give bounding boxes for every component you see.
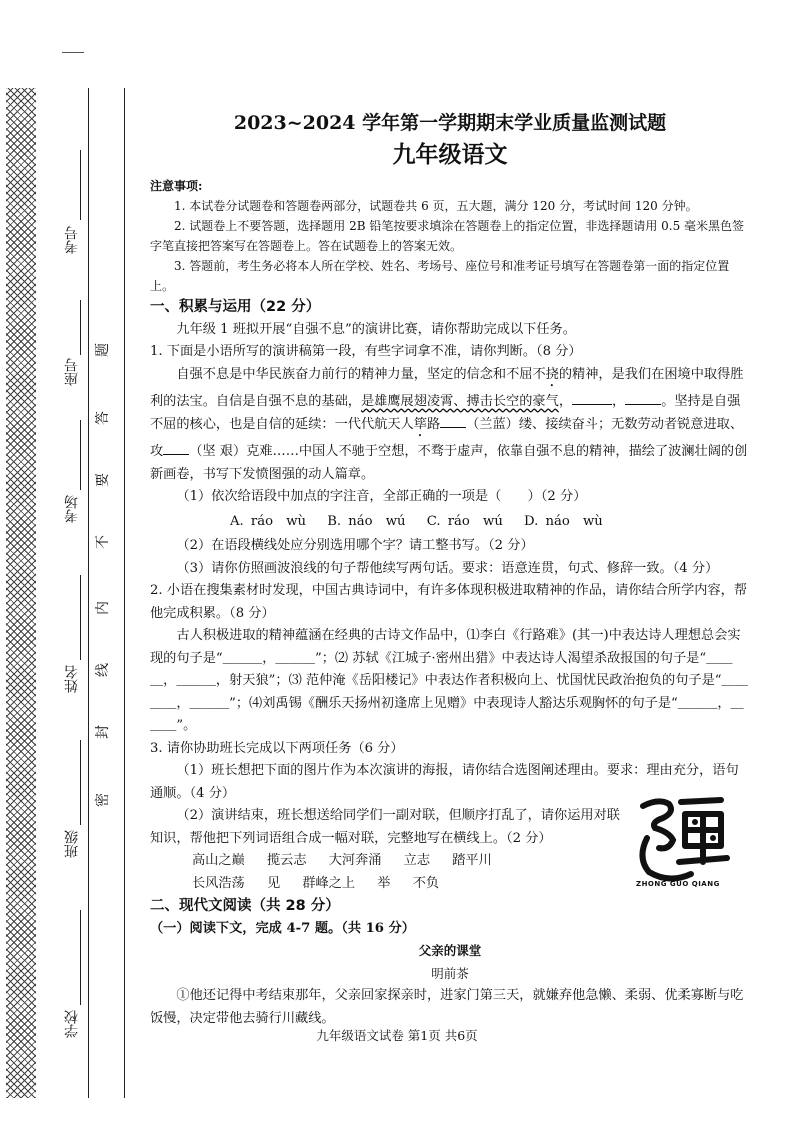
couplet-word: 长风浩荡 <box>192 875 245 891</box>
couplet-word: 举 <box>377 875 391 891</box>
blank[interactable] <box>625 390 661 405</box>
seal-char: 密 <box>95 793 111 807</box>
sidebar-name-label: 姓名 <box>64 665 80 693</box>
sub-question: （1）依次给语段中加点的字注音，全部正确的一项是（ ）（2 分） <box>176 489 587 504</box>
article-author: 明前茶 <box>431 965 469 981</box>
exam-subject: 九年级语文 <box>392 141 508 168</box>
exam-title: 2023~2024 学年第一学期期末学业质量监测试题 <box>233 112 667 134</box>
sub-question: （2）演讲结束，班长想送给同学们一副对联，但顺序打乱了，请你运用对联知识，帮他把下列词语组合成一幅对联，完整地写在横线上。（2 分） <box>150 808 620 846</box>
question-3: 3. 请你协助班长完成以下两项任务（6 分） <box>150 740 404 756</box>
couplet-word: 高山之巅 <box>192 853 245 868</box>
seal-char: 要 <box>95 473 111 487</box>
sub-question: （3）请你仿照画波浪线的句子帮他续写两句话。要求：语意连贯，句式、修辞一致。（4 分） <box>176 560 719 576</box>
couplet-word: 不负 <box>412 875 440 891</box>
seat-no-field[interactable] <box>80 300 81 355</box>
couplet-word: 大河奔涌 <box>328 853 382 868</box>
article-title: 父亲的课堂 <box>418 943 482 958</box>
seal-char: 封 <box>95 725 111 739</box>
notice-item: 1. 本试卷分试题卷和答题卷两部分，试题卷共 6 页，五大题，满分 120 分，考试时间 120 分钟。 <box>174 199 698 213</box>
couplet-word: 踏平川 <box>452 853 492 868</box>
wavy-sentence: 是雄鹰展翅凌霄、搏击长空的豪气 <box>361 393 559 409</box>
school-field[interactable] <box>80 910 81 1005</box>
hatched-margin <box>6 88 36 1098</box>
sidebar-exam-room-label: 考场 <box>64 495 80 523</box>
passage-text: 路 <box>426 417 441 432</box>
section2-heading: 二、现代文阅读（共 28 分） <box>150 898 340 914</box>
blank[interactable] <box>440 413 466 428</box>
section1-heading: 一、积累与运用（22 分） <box>150 299 321 315</box>
question-1: 1. 下面是小语所写的演讲稿第一段，有些字词拿不准，请你判断。（8 分） <box>150 344 582 359</box>
seal-char: 线 <box>95 663 111 677</box>
question-2: 2. 小语在搜集素材时发现，中国古典诗词中，有许多体现积极进取精神的作品，请你结合所学内容，帮他完成积累。（8 分） <box>150 583 748 621</box>
section1-intro: 九年级 1 班拟开展“自强不息”的演讲比赛，请你帮助完成以下任务。 <box>176 321 576 337</box>
dotted-char: 筚 <box>413 417 427 432</box>
sidebar-exam-no-label: 考号 <box>64 226 80 254</box>
notice-item: 2. 试题卷上不要答题，选择题用 2B 铅笔按要求填涂在答题卷上的指定位置，非选择题请用 0.5 毫米黑色签字笔直接把答案写在答题卷上。答在试题卷上的答案无效。 <box>150 219 745 253</box>
passage-text: 的精神，是我们在困境中取得胜利的法宝。自信是自强不息的基础， <box>150 366 744 409</box>
option-b[interactable]: B. náo wú <box>327 513 406 529</box>
article-paragraph: ①他还记得中考结束那年，父亲回家探亲时，进家门第三天，就嫌弃他急懒、柔弱、优柔寡断与吃饭慢，决定带他去骑行川藏线。 <box>150 988 744 1026</box>
seal-char: 答 <box>95 411 111 425</box>
couplet-word: 群峰之上 <box>302 875 356 891</box>
blank[interactable] <box>572 390 612 405</box>
binding-line-left <box>88 88 89 1098</box>
poster-caption: ZHONG GUO QIANG <box>636 880 720 888</box>
couplet-word: 立志 <box>403 853 431 868</box>
passage-text: 自强不息是中华民族奋力前行的精神力量，坚定的信念和不屈不 <box>176 366 546 382</box>
options-row <box>230 511 750 534</box>
top-dash <box>62 52 84 53</box>
notice-item: 3. 答题前，考生务必将本人所在学校、姓名、考场号、座位号和准考证号填写在答题卷第一面的指定位置上。 <box>150 259 730 293</box>
option-d[interactable]: D. náo wù <box>524 513 603 529</box>
name-field[interactable] <box>80 575 81 660</box>
page-footer: 九年级语文试卷 第1页 共6页 <box>316 1028 478 1043</box>
couplet-word: 揽云志 <box>266 853 307 868</box>
passage-text: ， <box>558 393 572 409</box>
class-field[interactable] <box>80 740 81 825</box>
section2-subheading: （一）阅读下文，完成 4-7 题。（共 16 分） <box>150 920 415 936</box>
passage-text: （兰蓝）缕、接续奋斗；无数劳动者锐意进取、攻 <box>150 417 744 459</box>
sidebar-class-label: 班级 <box>64 830 80 858</box>
exam-no-field[interactable] <box>80 150 81 220</box>
seal-char: 题 <box>95 343 111 357</box>
exam-room-field[interactable] <box>80 420 81 490</box>
sub-question: （1）班长想把下面的图片作为本次演讲的海报，请你结合选图阐述理由。要求：理由充分，语句通顺。（4 分） <box>150 763 739 801</box>
option-c[interactable]: C. ráo wú <box>426 513 503 529</box>
exam-content <box>150 108 750 1030</box>
option-a[interactable]: A. ráo wù <box>230 513 306 529</box>
passage-text: （坚 艰）克难……中国人不驰于空想，不骛于虚声，依靠自强不息的精神，描绘了波澜壮阔的创新画卷，书写下发愤图强的动人篇章。 <box>150 444 748 482</box>
couplet-word: 见 <box>266 875 281 891</box>
dotted-char: 挠 <box>545 366 559 382</box>
sidebar-school-label: 学校 <box>64 1010 80 1038</box>
seal-char: 内 <box>95 601 111 615</box>
passage-text: 。坚持是自强不屈的核心，也是自信的延续：一代代航天人 <box>150 393 741 432</box>
speech-passage: 自强不息是中华民族奋力前行的精神力量，坚定的信念和不屈不挠的精神，是我们在困境中取得胜利的法宝。自信是自强不息的基础，是雄鹰展翅凌霄、搏击长空的豪气， ， 。坚持是自强不屈的核心，也是自信的延续：一代代航天人筚路 （兰蓝）缕、接续奋斗；无数劳动者锐意进取、攻 （坚 艰）克难……中国人不驰于空想，不骛于虚声，依靠自强不息的精神，描绘了波澜壮阔的创新画卷，书写下发愤图强的动人篇章。 <box>150 366 748 482</box>
sidebar-seat-no-label: 座号 <box>64 358 80 386</box>
blank[interactable] <box>163 440 189 455</box>
poetry-fill-text: 古人积极进取的精神蕴涵在经典的古诗文作品中，⑴李白《行路难》(其一)中表达诗人理想总会实现的句子是“＿＿＿，＿＿＿”；⑵ 苏轼《江城子·密州出猎》中表达诗人渴望杀敌报国的句子是“＿＿＿，＿＿＿，射天狼”；⑶ 范仲淹《岳阳楼记》中表达作者积极向上、忧国忧民政治抱负的句子是“＿＿＿＿，＿＿＿”；⑷刘禹锡《酬乐天扬州初逢席上见赠》中表现诗人豁达乐观胸怀的句子是“＿＿＿，＿＿＿”。 <box>150 628 748 733</box>
poster-calligraphy-image <box>629 788 737 890</box>
binding-line-right <box>124 88 125 1098</box>
sub-question: （2）在语段横线处应分别选用哪个字？请工整书写。（2 分） <box>176 538 534 553</box>
seal-char: 不 <box>95 535 111 549</box>
notice-heading: 注意事项: <box>150 179 203 193</box>
